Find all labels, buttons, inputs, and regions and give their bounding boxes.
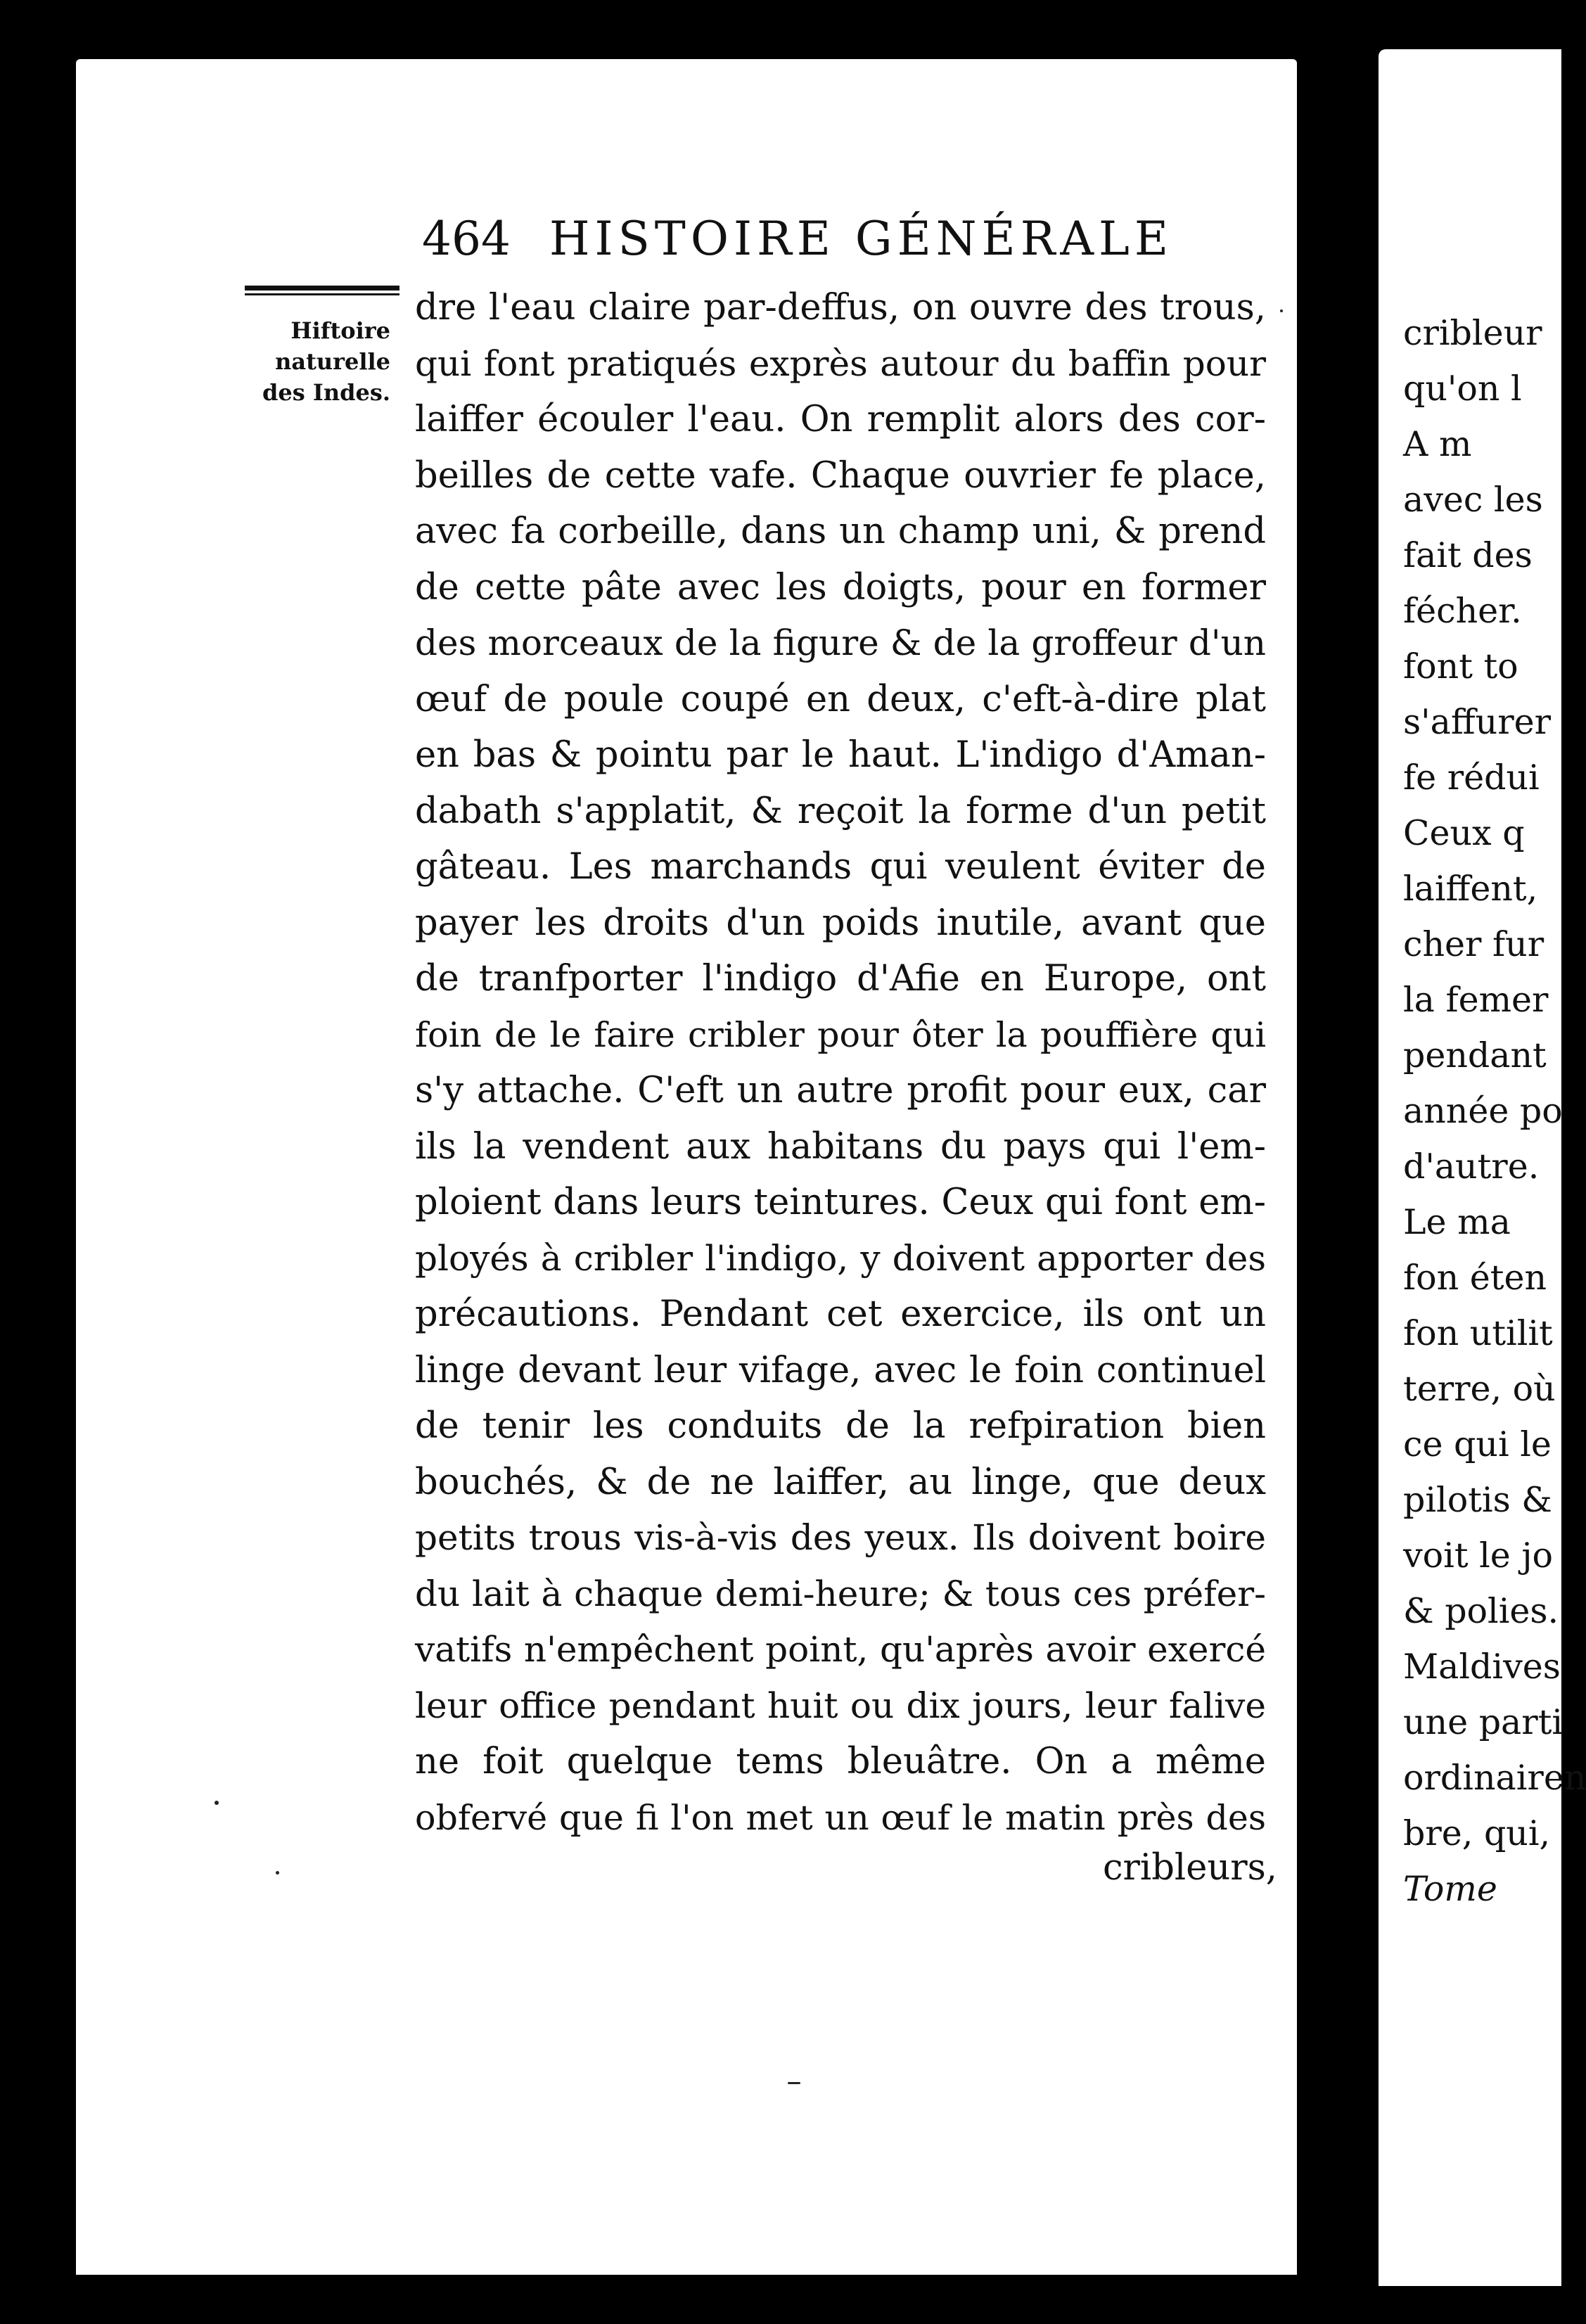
right-text-line: & polies.: [1403, 1591, 1559, 1631]
right-text-line: voit le jo: [1403, 1536, 1554, 1576]
right-text-line: ordinairen: [1403, 1758, 1586, 1798]
text-line: s'y attache. C'eft un autre profit pour eux, car: [415, 1070, 1266, 1111]
page-header: [422, 204, 1174, 274]
right-text-line: fon utilit: [1403, 1313, 1553, 1353]
right-text-line: pendant: [1403, 1035, 1547, 1075]
text-line: vatifs n'empêchent point, qu'après avoir exercé: [415, 1629, 1266, 1670]
text-line: payer les droits d'un poids inutile, avant que: [415, 902, 1266, 944]
right-text-line: pilotis &: [1403, 1480, 1552, 1520]
right-text-line: Le ma: [1403, 1202, 1511, 1242]
ink-speck: [215, 1801, 219, 1805]
right-text-line: font to: [1403, 646, 1518, 687]
margin-note-line: Hiftoire: [290, 317, 390, 344]
text-line: des morceaux de la figure & de la groffeur d'un: [415, 622, 1266, 663]
right-text-line: Ceux q: [1403, 813, 1525, 853]
right-text-line: fécher.: [1403, 591, 1522, 631]
right-text-line: année po: [1403, 1091, 1563, 1131]
text-line: du lait à chaque demi-heure; & tous ces préfer-: [415, 1573, 1266, 1614]
text-line: de tranfporter l'indigo d'Afie en Europe, ont: [415, 958, 1266, 1000]
right-text-line: fe rédui: [1403, 758, 1540, 798]
text-line: ployés à cribler l'indigo, y doivent apporter des: [415, 1237, 1266, 1279]
running-title: HISTOIRE GÉNÉRALE: [549, 212, 1174, 266]
text-line: précautions. Pendant cet exercice, ils ont un: [415, 1294, 1266, 1335]
text-line: œuf de poule coupé en deux, c'eft-à-dire plat: [415, 678, 1266, 720]
text-line: foin de le faire cribler pour ôter la pouffière qui: [415, 1014, 1266, 1055]
right-text-line: cher fur: [1403, 924, 1545, 964]
margin-note-line: des Indes.: [262, 379, 390, 406]
right-text-line: laiffent,: [1403, 869, 1538, 909]
body-text: [415, 280, 1266, 1846]
right-text-line: fait des: [1403, 535, 1533, 575]
text-line: en bas & pointu par le haut. L'indigo d'Aman-: [415, 734, 1266, 776]
text-line: obfervé que fi l'on met un œuf le matin près des: [415, 1797, 1266, 1838]
ink-speck: [1280, 309, 1283, 312]
right-text-line: la femer: [1403, 980, 1549, 1020]
margin-note-line: naturelle: [275, 348, 390, 375]
page-number: 464: [422, 212, 511, 266]
text-line: bouchés, & de ne laiffer, au linge, que deux: [415, 1461, 1266, 1503]
text-line: qui font pratiqués exprès autour du baffin pour: [415, 343, 1266, 384]
catchword: cribleurs,: [1102, 1847, 1277, 1889]
right-text-line: avec les: [1403, 480, 1543, 520]
ink-speck: [788, 2082, 800, 2084]
ink-speck: [276, 1871, 279, 1875]
right-text-line: d'autre.: [1403, 1147, 1540, 1187]
text-line: leur office pendant huit ou dix jours, leur falive: [415, 1685, 1266, 1726]
margin-rule: [245, 286, 399, 295]
right-page-text: [1403, 305, 1586, 1917]
text-line: ils la vendent aux habitans du pays qui l'em-: [415, 1125, 1266, 1168]
text-line: dabath s'applatit, & reçoit la forme d'un petit: [415, 790, 1266, 832]
text-line: ploient dans leurs teintures. Ceux qui font em-: [415, 1182, 1266, 1223]
text-line: de tenir les conduits de la refpiration bien: [415, 1405, 1266, 1447]
right-text-line: bre, qui,: [1403, 1813, 1551, 1853]
right-text-line: terre, où: [1403, 1369, 1556, 1409]
right-text-line: Tome: [1403, 1869, 1497, 1909]
text-line: linge devant leur vifage, avec le foin continuel: [415, 1349, 1266, 1391]
text-line: ne foit quelque tems bleuâtre. On a même: [415, 1741, 1266, 1782]
margin-note: [243, 315, 390, 408]
text-line: petits trous vis-à-vis des yeux. Ils doivent boire: [415, 1517, 1266, 1558]
right-text-line: ce qui le: [1403, 1424, 1552, 1464]
right-text-line: Maldives: [1403, 1647, 1561, 1687]
text-line: avec fa corbeille, dans un champ uni, & prend: [415, 511, 1266, 552]
right-text-line: cribleur: [1403, 313, 1542, 353]
right-text-line: A m: [1403, 424, 1472, 464]
right-text-line: fon éten: [1403, 1258, 1547, 1298]
text-line: gâteau. Les marchands qui veulent éviter de: [415, 846, 1266, 888]
text-line: dre l'eau claire par-deffus, on ouvre des trous,: [415, 287, 1266, 328]
right-text-line: une parti: [1403, 1702, 1563, 1742]
right-text-line: s'affurer: [1403, 702, 1552, 742]
text-line: laiffer écouler l'eau. On remplit alors des cor-: [415, 399, 1266, 440]
right-text-line: qu'on l: [1403, 369, 1522, 409]
text-line: beilles de cette vafe. Chaque ouvrier fe place,: [415, 454, 1266, 497]
text-line: de cette pâte avec les doigts, pour en former: [415, 566, 1266, 608]
